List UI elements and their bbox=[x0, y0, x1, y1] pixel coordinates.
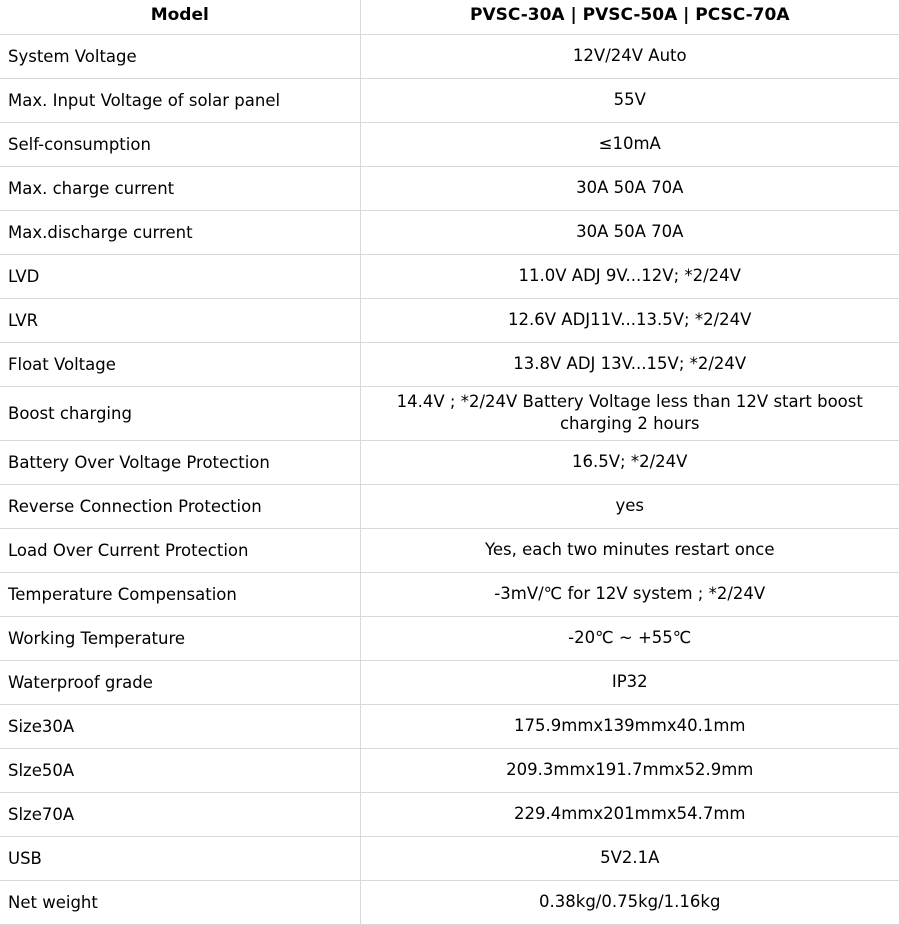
spec-label: Max. Input Voltage of solar panel bbox=[0, 79, 360, 123]
spec-value: Yes, each two minutes restart once bbox=[360, 528, 899, 572]
spec-value: 13.8V ADJ 13V...15V; *2/24V bbox=[360, 343, 899, 387]
spec-label: Max. charge current bbox=[0, 167, 360, 211]
spec-value: 30A 50A 70A bbox=[360, 167, 899, 211]
spec-value: 12.6V ADJ11V...13.5V; *2/24V bbox=[360, 299, 899, 343]
table-row bbox=[0, 704, 899, 748]
table-header-row bbox=[0, 0, 899, 35]
spec-label: LVR bbox=[0, 299, 360, 343]
table-row bbox=[0, 440, 899, 484]
spec-value: yes bbox=[360, 484, 899, 528]
table-row bbox=[0, 572, 899, 616]
table-row bbox=[0, 792, 899, 836]
spec-value: 12V/24V Auto bbox=[360, 35, 899, 79]
spec-value: 11.0V ADJ 9V...12V; *2/24V bbox=[360, 255, 899, 299]
table-row bbox=[0, 880, 899, 924]
table-row bbox=[0, 836, 899, 880]
table-row bbox=[0, 748, 899, 792]
spec-label: Working Temperature bbox=[0, 616, 360, 660]
spec-value: -3mV/℃ for 12V system ; *2/24V bbox=[360, 572, 899, 616]
spec-value: 209.3mmx191.7mmx52.9mm bbox=[360, 748, 899, 792]
table-row bbox=[0, 167, 899, 211]
table-row bbox=[0, 255, 899, 299]
table-row bbox=[0, 35, 899, 79]
spec-value: 16.5V; *2/24V bbox=[360, 440, 899, 484]
spec-label: LVD bbox=[0, 255, 360, 299]
spec-label: System Voltage bbox=[0, 35, 360, 79]
table-row bbox=[0, 123, 899, 167]
spec-label: Slze50A bbox=[0, 748, 360, 792]
spec-label: Net weight bbox=[0, 880, 360, 924]
spec-label: Reverse Connection Protection bbox=[0, 484, 360, 528]
spec-value: 14.4V ; *2/24V Battery Voltage less than 12V start boost charging 2 hours bbox=[360, 387, 899, 441]
table-row bbox=[0, 528, 899, 572]
table-row bbox=[0, 387, 899, 441]
table-body bbox=[0, 35, 899, 925]
column-header-models-list: PVSC-30A | PVSC-50A | PCSC-70A bbox=[360, 0, 899, 35]
spec-label: Temperature Compensation bbox=[0, 572, 360, 616]
table-row bbox=[0, 343, 899, 387]
spec-label: Boost charging bbox=[0, 387, 360, 441]
spec-label: Slze70A bbox=[0, 792, 360, 836]
spec-value: 5V2.1A bbox=[360, 836, 899, 880]
spec-label: Max.discharge current bbox=[0, 211, 360, 255]
spec-label: Float Voltage bbox=[0, 343, 360, 387]
table-header bbox=[0, 0, 899, 35]
spec-label: USB bbox=[0, 836, 360, 880]
spec-label: Load Over Current Protection bbox=[0, 528, 360, 572]
table-row bbox=[0, 484, 899, 528]
spec-label: Size30A bbox=[0, 704, 360, 748]
table-row bbox=[0, 660, 899, 704]
spec-value: 229.4mmx201mmx54.7mm bbox=[360, 792, 899, 836]
spec-value: 175.9mmx139mmx40.1mm bbox=[360, 704, 899, 748]
spec-value: 0.38kg/0.75kg/1.16kg bbox=[360, 880, 899, 924]
spec-value: IP32 bbox=[360, 660, 899, 704]
table-row bbox=[0, 211, 899, 255]
table-row bbox=[0, 79, 899, 123]
table-row bbox=[0, 616, 899, 660]
spec-value: -20℃ ~ +55℃ bbox=[360, 616, 899, 660]
spec-value: 55V bbox=[360, 79, 899, 123]
column-header-model: Model bbox=[0, 0, 360, 35]
spec-label: Self-consumption bbox=[0, 123, 360, 167]
spec-value: 30A 50A 70A bbox=[360, 211, 899, 255]
spec-value: ≤10mA bbox=[360, 123, 899, 167]
spec-label: Waterproof grade bbox=[0, 660, 360, 704]
spec-label: Battery Over Voltage Protection bbox=[0, 440, 360, 484]
table-row bbox=[0, 299, 899, 343]
